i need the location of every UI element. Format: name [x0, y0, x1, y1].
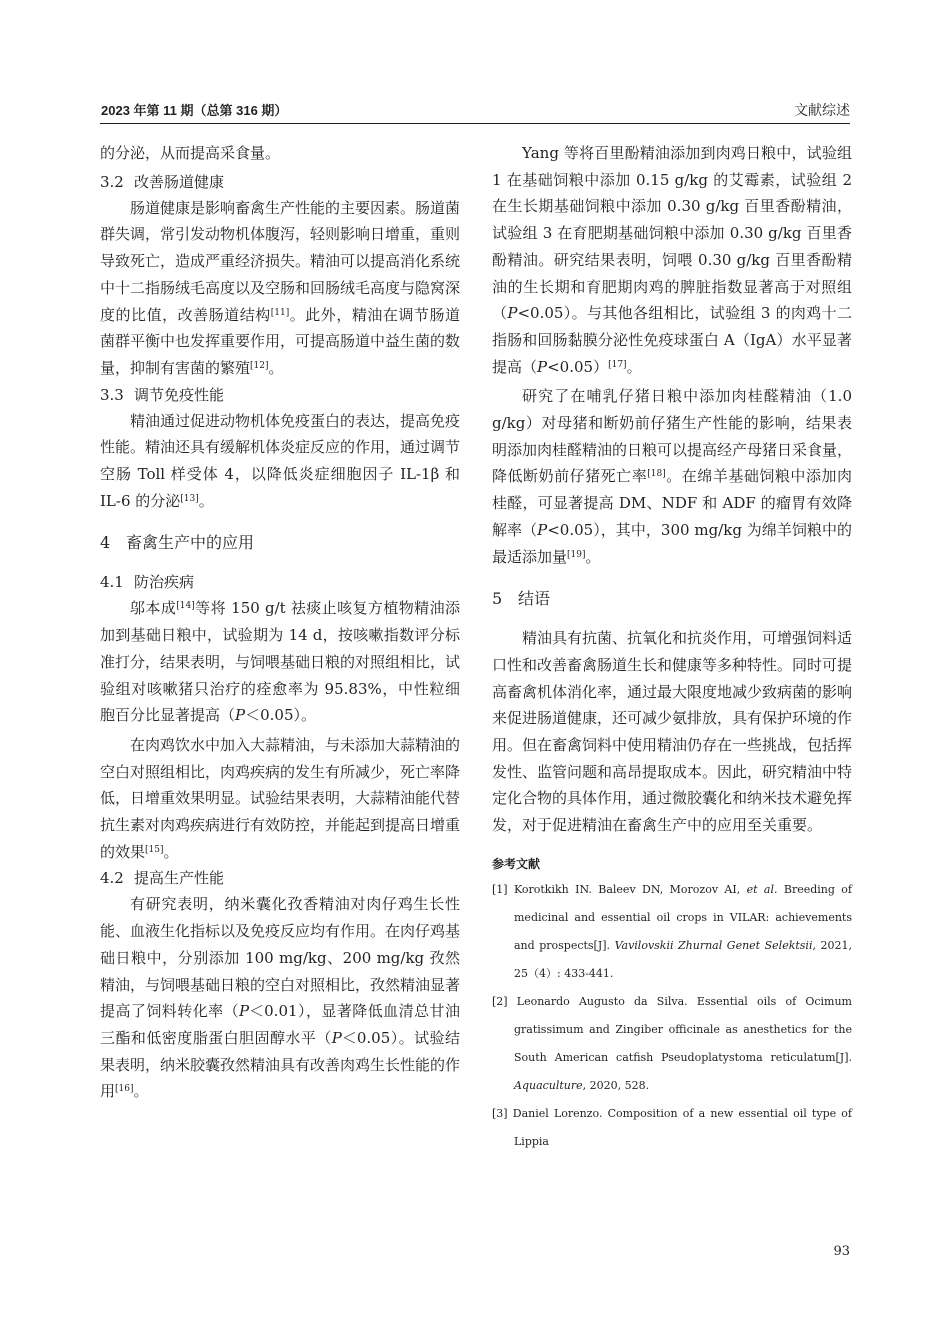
paragraph-cinnamaldehyde: 研究了在哺乳仔猪日粮中添加肉桂醛精油（1.0 g/kg）对母猪和断奶前仔猪生产性能的影响，结果表明添加肉桂醛精油的日粮可以提高经产母猪日采食量，降低断奶前仔猪死亡率[18]。在绵羊基础饲粮中添加肉桂醛，可显著提高 DM、NDF 和 ADF 的瘤胃有效降解率（P<0.05），其中，300 mg/kg 为绵羊饲粮中的最适添加量[19]。: [492, 387, 853, 566]
paragraph-continuation: 的分泌，从而提高采食量。: [100, 144, 281, 162]
section-title: 结语: [518, 589, 551, 609]
paragraph-disease-1: 邬本成[14]等将 150 g/t 祛痰止咳复方植物精油添加到基础日粮中，试验期为 14 d，按咳嗽指数评分标准打分，结果表明，与饲喂基础日粮的对照组相比，试验组对咳嗽猪只治疗的痊愈率为 95.83%，中性粒细胞百分比显著提高（P＜0.05）。: [100, 599, 461, 725]
citation-16: [16]: [115, 1084, 134, 1095]
citation-19: [19]: [567, 549, 586, 560]
section-number: 4.1: [100, 573, 124, 592]
paragraph-disease-2: 在肉鸡饮水中加入大蒜精油，与未添加大蒜精油的空白对照组相比，肉鸡疾病的发生有所减少，死亡率降低，日增重效果明显。试验结果表明，大蒜精油能代替抗生素对肉鸡疾病进行有效防控，并能起到提高日增重的效果[15]。: [100, 735, 461, 861]
reference-item: [2] Leonardo Augusto da Silva. Essential oils of Ocimum gratissimum and Zingiber officinale as anesthetics for the South American catfish Pseudoplatystoma reticulatum[J]. Aquaculture, 2020, 528.: [492, 994, 852, 1092]
citation-13: [13]: [180, 493, 199, 504]
section-number: 4: [100, 533, 111, 553]
citation-12: [12]: [250, 360, 269, 371]
reference-item: [3] Daniel Lorenzo. Composition of a new essential oil type of Lippia: [492, 1106, 852, 1148]
citation-18: [18]: [647, 469, 666, 480]
section-title: 提高生产性能: [134, 869, 225, 888]
section-heading-4: [100, 530, 460, 553]
citation-11: [11]: [270, 307, 290, 318]
section-heading-4-1: [100, 569, 460, 595]
section-title: 畜禽生产中的应用: [126, 533, 255, 553]
section-heading-4-2: [100, 865, 460, 891]
section-title: 改善肠道健康: [134, 172, 225, 191]
citation-17: [17]: [608, 359, 627, 370]
left-column: [100, 140, 460, 1105]
paragraph-performance: 有研究表明，纳米囊化孜香精油对肉仔鸡生长性能、血液生化指标以及免疫反应均有作用。在肉仔鸡基础日粮中，分别添加 100 mg/kg、200 mg/kg 孜然精油，与饲喂基础日粮的空白对照相比，孜然精油显著提高了饲料转化率（P＜0.01），显著降低血清总甘油三酯和低密度脂蛋白胆固醇水平（P＜0.05）。试验结果表明，纳米胶囊孜然精油具有改善肉鸡生长性能的作用[16]。: [100, 895, 461, 1101]
citation-15: [15]: [145, 844, 164, 855]
paragraph-thymol: Yang 等将百里酚精油添加到肉鸡日粮中，试验组 1 在基础饲粮中添加 0.15 g/kg 的艾霉素，试验组 2 在生长期基础饲粮中添加 0.30 g/kg 百里香酚精油，试验组 3 在育肥期基础饲粮中添加 0.30 g/kg 百里香酚精油。研究结果表明，饲喂 0.30 g/kg 百里香酚精油的生长期和育肥期肉鸡的脾脏指数显著高于对照组（P<0.05）。与其他各组相比，试验组 3 的肉鸡十二指肠和回肠黏膜分泌性免疫球蛋白 A（IgA）水平显著提高（P<0.05）[17]。: [492, 144, 852, 376]
running-header-issue: 2023 年第 11 期（总第 316 期）: [101, 103, 288, 118]
paragraph-conclusion: 精油具有抗菌、抗氧化和抗炎作用，可增强饲料适口性和改善畜禽肠道生长和健康等多种特性。同时可提高畜禽机体消化率，通过最大限度地减少致病菌的影响来促进肠道健康，还可减少氨排放，具有保护环境的作用。但在畜禽饲料中使用精油仍存在一些挑战，包括挥发性、监管问题和高昂提取成本。因此，研究精油中特定化合物的具体作用，通过微胶囊化和纳米技术避免挥发，对于促进精油在畜禽生产中的应用至关重要。: [492, 629, 853, 835]
references-heading: 参考文献: [492, 856, 541, 871]
paragraph-immunity: 精油通过促进动物机体免疫蛋白的表达，提高免疫性能。精油还具有缓解机体炎症反应的作用，通过调节空肠 Toll 样受体 4，以降低炎症细胞因子 IL-1β 和 IL-6 的分泌[13]。: [100, 411, 461, 510]
section-heading-3-2: [100, 169, 460, 195]
right-column: [492, 140, 852, 1156]
section-heading-5: [492, 586, 852, 609]
section-number: 3.3: [100, 385, 124, 404]
section-title: 防治疾病: [134, 573, 195, 592]
running-header-section: 文献综述: [794, 103, 850, 119]
section-number: 4.2: [100, 869, 124, 888]
section-heading-3-3: [100, 382, 460, 408]
paragraph-gut-health: 肠道健康是影响畜禽生产性能的主要因素。肠道菌群失调，常引发动物机体腹泻，轻则影响日增重，重则导致死亡，造成严重经济损失。精油可以提高消化系统中十二指肠绒毛高度以及空肠和回肠绒毛高度与隐窝深度的比值，改善肠道结构[11]。此外，精油在调节肠道菌群平衡中也发挥重要作用，可提高肠道中益生菌的数量，抑制有害菌的繁殖[12]。: [100, 198, 461, 377]
page-number: 93: [833, 1244, 850, 1259]
section-number: 3.2: [100, 172, 124, 191]
section-title: 调节免疫性能: [134, 385, 225, 404]
section-number: 5: [492, 589, 503, 609]
reference-item: [1] Korotkikh IN. Baleev DN, Morozov AI, et al. Breeding of medicinal and essential oil crops in VILAR: achievements and prospects[J]. Vavilovskii Zhurnal Genet Selektsii, 2021, 25（4）: 433-441.: [492, 882, 852, 980]
citation-14: [14]: [176, 601, 195, 612]
header-rule: [100, 123, 850, 124]
